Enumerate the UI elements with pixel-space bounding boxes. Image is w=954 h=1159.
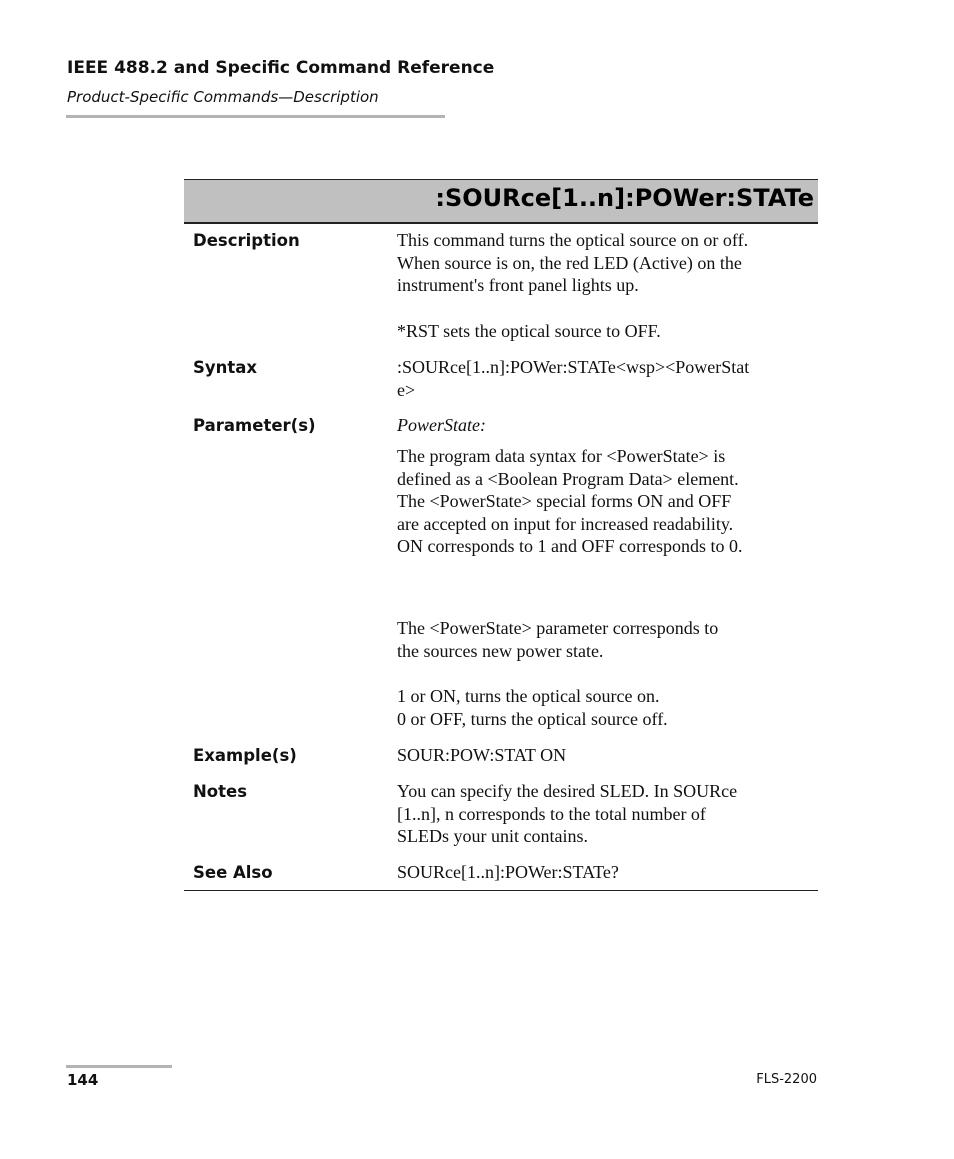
parameter-name: PowerState: — [397, 415, 486, 435]
syntax-label: Syntax — [193, 358, 258, 377]
document-id: FLS-2200 — [756, 1072, 817, 1087]
see-also-text: SOURce[1..n]:POWer:STATe? — [397, 862, 619, 882]
notes-line: SLEDs your unit contains. — [397, 826, 588, 847]
table-end-rule — [184, 890, 818, 891]
parameters-label: Parameter(s) — [193, 416, 316, 435]
notes-line: You can specify the desired SLED. In SOURce — [397, 781, 738, 801]
syntax-line: e> — [397, 379, 416, 400]
parameter-paragraph-3 — [397, 685, 817, 730]
footer-rule — [66, 1065, 172, 1068]
parameter-paragraph-1 — [397, 445, 817, 558]
description-line: This command turns the optical source on or off. — [397, 230, 749, 250]
notes-text — [397, 780, 817, 848]
examples-text: SOUR:POW:STAT ON — [397, 745, 567, 765]
parameter-line: The program data syntax for <PowerState> is — [397, 446, 726, 466]
see-also-label: See Also — [193, 863, 273, 882]
header-rule — [66, 115, 445, 118]
syntax-text — [397, 356, 817, 401]
description-rst: *RST sets the optical source to OFF. — [397, 321, 661, 341]
command-title: :SOURce[1..n]:POWer:STATe — [435, 184, 814, 212]
parameter-line: The <PowerState> parameter corresponds to — [397, 618, 719, 638]
description-line: instrument's front panel lights up. — [397, 275, 639, 296]
parameter-line: 0 or OFF, turns the optical source off. — [397, 708, 668, 729]
syntax-line: :SOURce[1..n]:POWer:STATe<wsp><PowerStat — [397, 357, 750, 377]
notes-label: Notes — [193, 782, 248, 801]
parameter-paragraph-2 — [397, 617, 817, 662]
page-number: 144 — [67, 1071, 99, 1089]
header-title: IEEE 488.2 and Specific Command Reference — [67, 58, 495, 78]
description-label: Description — [193, 231, 300, 250]
notes-line: [1..n], n corresponds to the total number of — [397, 803, 706, 824]
parameter-line: The <PowerState> special forms ON and OFF — [397, 491, 732, 512]
parameter-line: defined as a <Boolean Program Data> element. — [397, 468, 739, 489]
description-text — [397, 229, 817, 297]
parameter-line: ON corresponds to 1 and OFF corresponds to 0. — [397, 536, 743, 557]
command-title-bar — [184, 179, 818, 224]
parameter-line: the sources new power state. — [397, 640, 604, 661]
parameter-line: are accepted on input for increased readability. — [397, 513, 734, 534]
header-subtitle: Product-Specific Commands—Description — [67, 88, 379, 106]
parameter-line: 1 or ON, turns the optical source on. — [397, 686, 660, 706]
description-line: When source is on, the red LED (Active) on the — [397, 252, 742, 273]
examples-label: Example(s) — [193, 746, 297, 765]
